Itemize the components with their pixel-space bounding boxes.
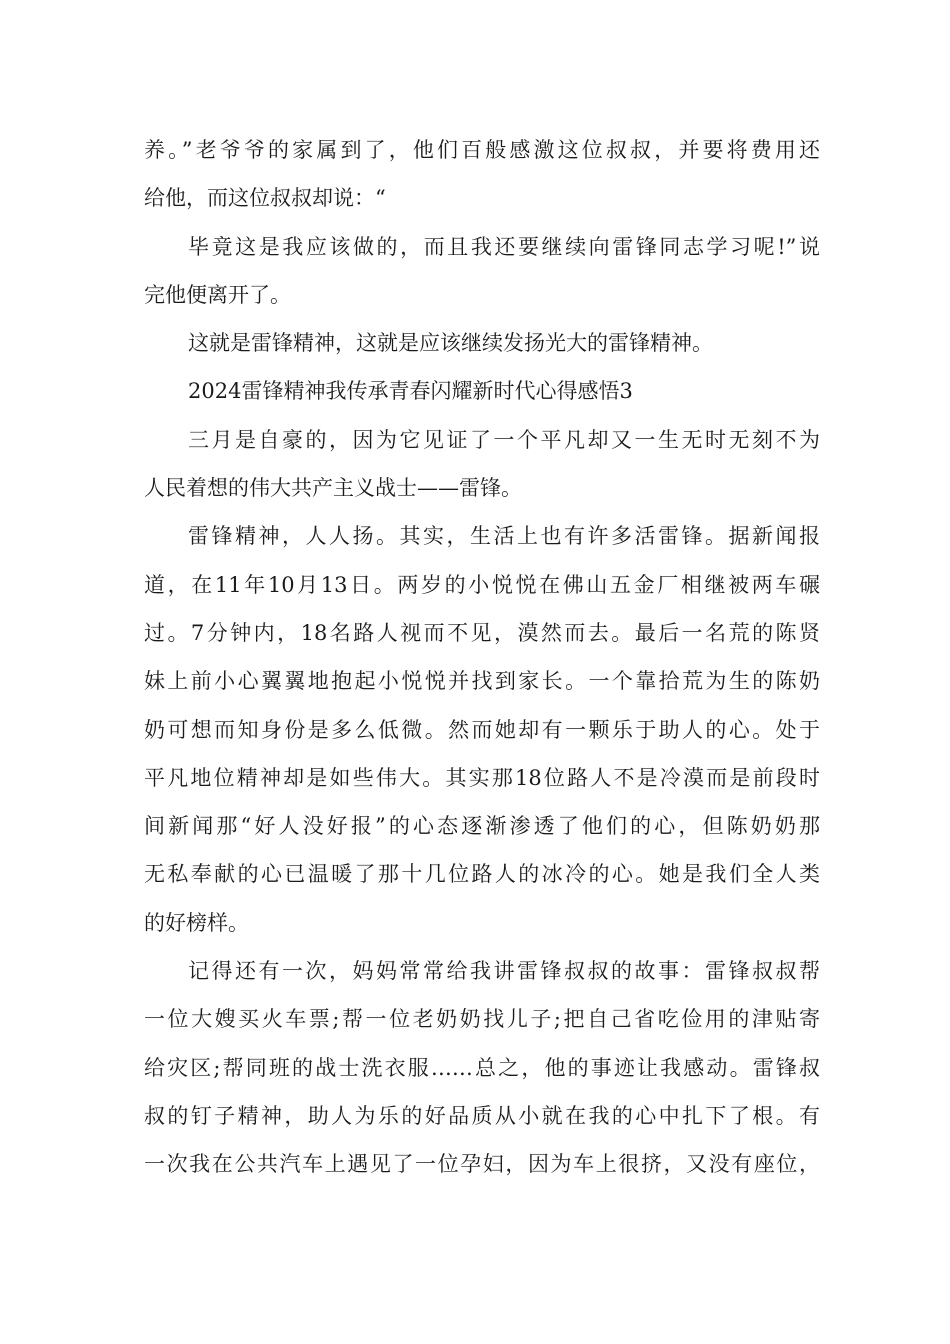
section-heading: 2024雷锋精神我传承青春闪耀新时代心得感悟3: [188, 379, 633, 404]
text-line: 养。”老爷爷的家属到了，他们百般感激这位叔叔，并要将费用还: [144, 138, 820, 162]
document-body: [144, 126, 820, 1189]
text-line: 的好榜样。: [144, 910, 249, 935]
text-line: 过。7分钟内，18名路人视而不见，漠然而去。最后一名荒的陈贤: [144, 620, 820, 645]
text-line: 一次我在公共汽车上遇见了一位孕妇，因为车上很挤，又没有座位，: [144, 1152, 820, 1177]
text-line: 无私奉献的心已温暖了那十几位路人的冰冷的心。她是我们全人类: [144, 862, 820, 887]
text-line: 给灾区;帮同班的战士洗衣服……总之，他的事迹让我感动。雷锋叔: [144, 1055, 820, 1080]
paragraph-start-line: 三月是自豪的，因为它见证了一个平凡却又一生无时无刻不为: [188, 427, 820, 452]
text-line: 一位大嫂买火车票;帮一位老奶奶找儿子;把自己省吃俭用的津贴寄: [144, 1007, 820, 1032]
text-line: 给他，而这位叔叔却说：“: [144, 186, 386, 211]
text-line: 妹上前小心翼翼地抱起小悦悦并找到家长。一个靠拾荒为生的陈奶: [144, 669, 820, 694]
text-line: 平凡地位精神却是如些伟大。其实那18位路人不是冷漠而是前段时: [144, 765, 820, 790]
paragraph-start-line: 雷锋精神，人人扬。其实，生活上也有许多活雷锋。据新闻报: [188, 524, 820, 549]
text-line: 完他便离开了。: [144, 282, 291, 307]
text-line: 奶可想而知身份是多么低微。然而她却有一颗乐于助人的心。处于: [144, 717, 820, 742]
paragraph-start-line: 记得还有一次，妈妈常常给我讲雷锋叔叔的故事：雷锋叔叔帮: [188, 959, 820, 984]
text-line: 道，在11年10月13日。两岁的小悦悦在佛山五金厂相继被两车碾: [144, 572, 820, 597]
text-line: 叔的钉子精神，助人为乐的好品质从小就在我的心中扎下了根。有: [144, 1103, 820, 1128]
paragraph-start-line: 这就是雷锋精神，这就是应该继续发扬光大的雷锋精神。: [188, 331, 713, 356]
text-line: 人民着想的伟大共产主义战士——雷锋。: [144, 476, 522, 501]
text-line: 间新闻那“好人没好报”的心态逐渐渗透了他们的心，但陈奶奶那: [144, 814, 820, 839]
paragraph-start-line: 毕竟这是我应该做的，而且我还要继续向雷锋同志学习呢!”说: [188, 234, 820, 259]
